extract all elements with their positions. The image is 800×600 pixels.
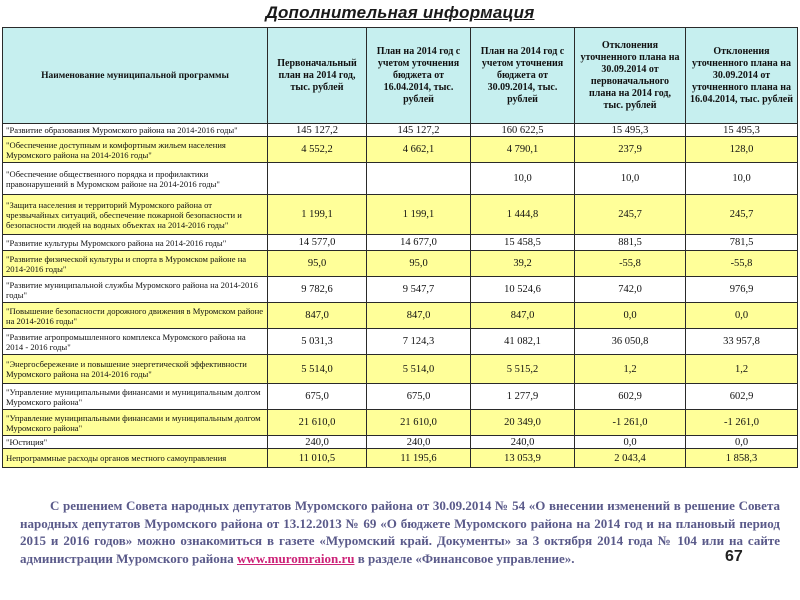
plan-16-04-value: 847,0 — [367, 303, 471, 329]
plan-30-09-value: 10,0 — [471, 163, 575, 195]
plan-16-04-value: 95,0 — [367, 251, 471, 277]
plan-16-04-value: 11 195,6 — [367, 449, 471, 468]
plan-16-04-value: 675,0 — [367, 384, 471, 410]
header-deviation-16-04: Отклонения уточненного плана на 30.09.2014 от уточненного плана на 16.04.2014, тыс. рублей — [686, 28, 798, 124]
deviation-16-04-value: 1,2 — [686, 355, 798, 384]
plan-30-09-value: 41 082,1 — [471, 329, 575, 355]
deviation-initial-value: 245,7 — [575, 195, 686, 235]
plan-30-09-value: 1 277,9 — [471, 384, 575, 410]
table-row — [3, 449, 798, 468]
program-name: Непрограммные расходы органов местного самоуправления — [3, 449, 268, 468]
deviation-16-04-value: 15 495,3 — [686, 124, 798, 137]
deviation-initial-value: 0,0 — [575, 303, 686, 329]
deviation-initial-value: 0,0 — [575, 436, 686, 449]
program-name: "Развитие образования Муромского района на 2014-2016 годы" — [3, 124, 268, 137]
program-name: "Развитие агропромышленного комплекса Муромского района на 2014 - 2016 годы" — [3, 329, 268, 355]
table-row — [3, 195, 798, 235]
table-row — [3, 163, 798, 195]
deviation-16-04-value: 0,0 — [686, 303, 798, 329]
initial-plan-value: 4 552,2 — [268, 137, 367, 163]
deviation-16-04-value: 976,9 — [686, 277, 798, 303]
table-row — [3, 303, 798, 329]
plan-16-04-value: 4 662,1 — [367, 137, 471, 163]
deviation-initial-value: 742,0 — [575, 277, 686, 303]
table-row — [3, 137, 798, 163]
program-name: "Повышение безопасности дорожного движения в Муромском районе на 2014-2016 годы" — [3, 303, 268, 329]
header-program-name: Наименование муниципальной программы — [3, 28, 268, 124]
plan-30-09-value: 847,0 — [471, 303, 575, 329]
footer-note — [20, 497, 780, 567]
footer-text-end: в разделе «Финансовое управление». — [354, 550, 575, 566]
plan-16-04-value: 7 124,3 — [367, 329, 471, 355]
plan-16-04-value: 5 514,0 — [367, 355, 471, 384]
plan-16-04-value: 1 199,1 — [367, 195, 471, 235]
table-row — [3, 251, 798, 277]
plan-30-09-value: 5 515,2 — [471, 355, 575, 384]
deviation-initial-value: 15 495,3 — [575, 124, 686, 137]
table-row — [3, 410, 798, 436]
deviation-16-04-value: -55,8 — [686, 251, 798, 277]
deviation-16-04-value: 245,7 — [686, 195, 798, 235]
table-row — [3, 277, 798, 303]
header-plan-16-04: План на 2014 год с учетом уточнения бюджета от 16.04.2014, тыс. рублей — [367, 28, 471, 124]
table-row — [3, 329, 798, 355]
deviation-initial-value: 2 043,4 — [575, 449, 686, 468]
program-name: "Обеспечение доступным и комфортным жильем населения Муромского района на 2014-2016 годы" — [3, 137, 268, 163]
program-name: "Развитие муниципальной службы Муромского района на 2014-2016 годы" — [3, 277, 268, 303]
deviation-16-04-value: 10,0 — [686, 163, 798, 195]
plan-30-09-value: 240,0 — [471, 436, 575, 449]
deviation-16-04-value: 781,5 — [686, 235, 798, 251]
plan-30-09-value: 10 524,6 — [471, 277, 575, 303]
deviation-initial-value: 10,0 — [575, 163, 686, 195]
deviation-initial-value: 602,9 — [575, 384, 686, 410]
initial-plan-value: 14 577,0 — [268, 235, 367, 251]
program-name: "Защита населения и территорий Муромского района от чрезвычайных ситуаций, обеспечение пожарной безопасности и безопасности людей на водных объектах на 2014-2016 годы" — [3, 195, 268, 235]
plan-30-09-value: 13 053,9 — [471, 449, 575, 468]
program-name: "Юстиция" — [3, 436, 268, 449]
plan-16-04-value: 145 127,2 — [367, 124, 471, 137]
plan-16-04-value: 14 677,0 — [367, 235, 471, 251]
deviation-16-04-value: -1 261,0 — [686, 410, 798, 436]
table-row — [3, 235, 798, 251]
footer-text: С решением Совета народных депутатов Муромского района от 30.09.2014 № 54 «О внесении изменений в решение Совета народных депутатов Муромского района от 13.12.2013 № 69 «О бюджете Муромского района на 2014 год и на плановый период 2015 и 2016 годов» можно ознакомиться в газете «Муромский край. Документы» за 3 октября 2014 года № 104 или на сайте администрации Муромского района — [20, 498, 780, 566]
deviation-initial-value: -1 261,0 — [575, 410, 686, 436]
table-row — [3, 384, 798, 410]
initial-plan-value: 847,0 — [268, 303, 367, 329]
header-plan-30-09: План на 2014 год с учетом уточнения бюджета от 30.09.2014, тыс. рублей — [471, 28, 575, 124]
program-name: "Развитие культуры Муромского района на 2014-2016 годы" — [3, 235, 268, 251]
initial-plan-value: 675,0 — [268, 384, 367, 410]
header-initial-plan: Первоначальный план на 2014 год, тыс. рублей — [268, 28, 367, 124]
budget-table — [2, 27, 798, 468]
initial-plan-value: 145 127,2 — [268, 124, 367, 137]
table-row — [3, 436, 798, 449]
deviation-initial-value: 237,9 — [575, 137, 686, 163]
deviation-initial-value: -55,8 — [575, 251, 686, 277]
initial-plan-value: 95,0 — [268, 251, 367, 277]
deviation-initial-value: 1,2 — [575, 355, 686, 384]
deviation-initial-value: 881,5 — [575, 235, 686, 251]
plan-30-09-value: 20 349,0 — [471, 410, 575, 436]
program-name: "Обеспечение общественного порядка и профилактики правонарушений в Муромском районе на 2014-2016 годы" — [3, 163, 268, 195]
initial-plan-value: 240,0 — [268, 436, 367, 449]
plan-16-04-value — [367, 163, 471, 195]
deviation-16-04-value: 1 858,3 — [686, 449, 798, 468]
page-title: Дополнительная информация — [265, 3, 535, 22]
program-name: "Управление муниципальными финансами и муниципальным долгом Муромского района" — [3, 410, 268, 436]
plan-16-04-value: 21 610,0 — [367, 410, 471, 436]
deviation-16-04-value: 0,0 — [686, 436, 798, 449]
initial-plan-value: 9 782,6 — [268, 277, 367, 303]
deviation-16-04-value: 128,0 — [686, 137, 798, 163]
initial-plan-value: 11 010,5 — [268, 449, 367, 468]
plan-30-09-value: 4 790,1 — [471, 137, 575, 163]
initial-plan-value: 1 199,1 — [268, 195, 367, 235]
website-link[interactable]: www.muromraion.ru — [236, 550, 355, 566]
table-row — [3, 355, 798, 384]
plan-30-09-value: 160 622,5 — [471, 124, 575, 137]
program-name: "Управление муниципальными финансами и муниципальным долгом Муромского района" — [3, 384, 268, 410]
program-name: "Энергосбережение и повышение энергетической эффективности Муромского района на 2014-2016 годы" — [3, 355, 268, 384]
initial-plan-value: 5 031,3 — [268, 329, 367, 355]
deviation-16-04-value: 602,9 — [686, 384, 798, 410]
plan-30-09-value: 39,2 — [471, 251, 575, 277]
program-name: "Развитие физической культуры и спорта в Муромском районе на 2014-2016 годы" — [3, 251, 268, 277]
header-deviation-initial: Отклонения уточненного плана на 30.09.2014 от первоначального плана на 2014 год, тыс. рублей — [575, 28, 686, 124]
page-number: 67 — [725, 548, 743, 565]
table-row — [3, 124, 798, 137]
plan-30-09-value: 15 458,5 — [471, 235, 575, 251]
initial-plan-value: 5 514,0 — [268, 355, 367, 384]
plan-16-04-value: 240,0 — [367, 436, 471, 449]
initial-plan-value — [268, 163, 367, 195]
deviation-16-04-value: 33 957,8 — [686, 329, 798, 355]
plan-16-04-value: 9 547,7 — [367, 277, 471, 303]
plan-30-09-value: 1 444,8 — [471, 195, 575, 235]
initial-plan-value: 21 610,0 — [268, 410, 367, 436]
deviation-initial-value: 36 050,8 — [575, 329, 686, 355]
